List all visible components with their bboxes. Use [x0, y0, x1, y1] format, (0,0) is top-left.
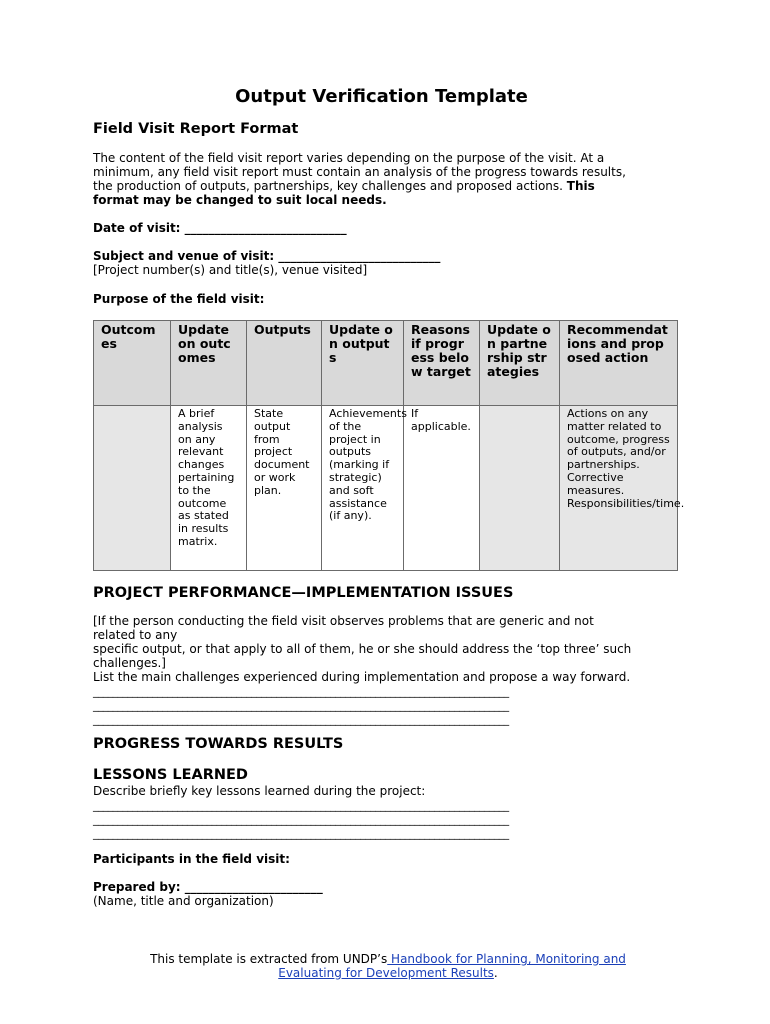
table-cell[interactable] — [480, 406, 560, 571]
footer-prefix: This template is extracted from UNDP’s — [150, 952, 388, 966]
performance-line: [If the person conducting the field visit observes problems that are generic and not — [93, 614, 594, 628]
header-cell: Update on outcomes — [171, 321, 247, 406]
table-cell[interactable]: If applicable. — [404, 406, 480, 571]
field-visit-table — [93, 320, 685, 571]
intro-line: the production of outputs, partnerships, key challenges and proposed actions. — [93, 179, 563, 193]
prepared-by-hint: (Name, title and organization) — [93, 894, 274, 908]
lessons-heading: LESSONS LEARNED — [93, 767, 248, 783]
header-cell: Recommendations and proposed action — [560, 321, 678, 406]
header-cell: Outputs — [247, 321, 322, 406]
footer-note — [93, 952, 683, 980]
intro-bold: This — [566, 179, 595, 193]
date-of-visit-field[interactable]: Date of visit: ___________________________ — [93, 221, 347, 235]
table-cell[interactable]: Actions on any matter related to outcome, progress of outputs, and/or partnerships. Corrective measures. Responsibilities/time. — [560, 406, 678, 571]
table-cell[interactable] — [94, 406, 171, 571]
header-cell: Outcomes — [94, 321, 171, 406]
handbook-link-continued[interactable]: Evaluating for Development Results — [278, 966, 494, 980]
table-row — [94, 406, 678, 571]
prepared-by-field[interactable]: Prepared by: _______________________ — [93, 880, 323, 894]
subject-venue-block — [93, 249, 683, 277]
blank-line[interactable]: ____________________________________________________________________________________ — [93, 814, 509, 826]
performance-line: specific output, or that apply to all of them, he or she should address the ‘top three’ such — [93, 642, 632, 656]
performance-line: List the main challenges experienced during implementation and propose a way forward. — [93, 670, 631, 684]
purpose-label: Purpose of the field visit: — [93, 292, 265, 306]
blank-line[interactable]: ____________________________________________________________________________________ — [93, 700, 509, 712]
lessons-prompt: Describe briefly key lessons learned during the project: — [93, 784, 426, 798]
blank-line[interactable]: ____________________________________________________________________________________ — [93, 828, 509, 840]
prepared-by-block — [93, 880, 683, 908]
blank-line[interactable]: ____________________________________________________________________________________ — [93, 686, 509, 698]
table-cell[interactable]: A brief analysis on any relevant changes pertaining to the outcome as stated in results matrix. — [171, 406, 247, 571]
performance-blank-lines[interactable] — [93, 685, 683, 727]
intro-line: The content of the field visit report varies depending on the purpose of the visit. At a — [93, 151, 605, 165]
table-cell[interactable]: State output from project document or work plan. — [247, 406, 322, 571]
blank-line[interactable]: ____________________________________________________________________________________ — [93, 714, 509, 726]
page-title: Output Verification Template — [235, 86, 528, 107]
participants-label: Participants in the field visit: — [93, 852, 290, 866]
intro-paragraph — [93, 151, 683, 207]
blank-line[interactable]: ____________________________________________________________________________________ — [93, 800, 509, 812]
header-cell: Reasons if progress below target — [404, 321, 480, 406]
performance-line: related to any — [93, 628, 178, 642]
performance-paragraph — [93, 614, 683, 684]
table-header-row — [94, 321, 678, 406]
performance-heading: PROJECT PERFORMANCE—IMPLEMENTATION ISSUES — [93, 585, 514, 601]
section-title-field-visit: Field Visit Report Format — [93, 121, 299, 137]
table-cell[interactable]: Achievements of the project in outputs (marking if strategic) and soft assistance (if any). — [322, 406, 404, 571]
lessons-blank-lines[interactable] — [93, 799, 683, 841]
intro-line: minimum, any field visit report must contain an analysis of the progress towards results, — [93, 165, 626, 179]
intro-bold: format may be changed to suit local needs. — [93, 193, 387, 207]
header-cell: Update on partnership strategies — [480, 321, 560, 406]
header-cell: Update on outputs — [322, 321, 404, 406]
subject-venue-field[interactable]: Subject and venue of visit: ___________________________ — [93, 249, 441, 263]
footer-suffix: . — [493, 966, 498, 980]
subject-venue-hint: [Project number(s) and title(s), venue visited] — [93, 263, 368, 277]
progress-heading: PROGRESS TOWARDS RESULTS — [93, 736, 344, 752]
handbook-link[interactable]: Handbook for Planning, Monitoring and — [387, 952, 626, 966]
performance-line: challenges.] — [93, 656, 166, 670]
